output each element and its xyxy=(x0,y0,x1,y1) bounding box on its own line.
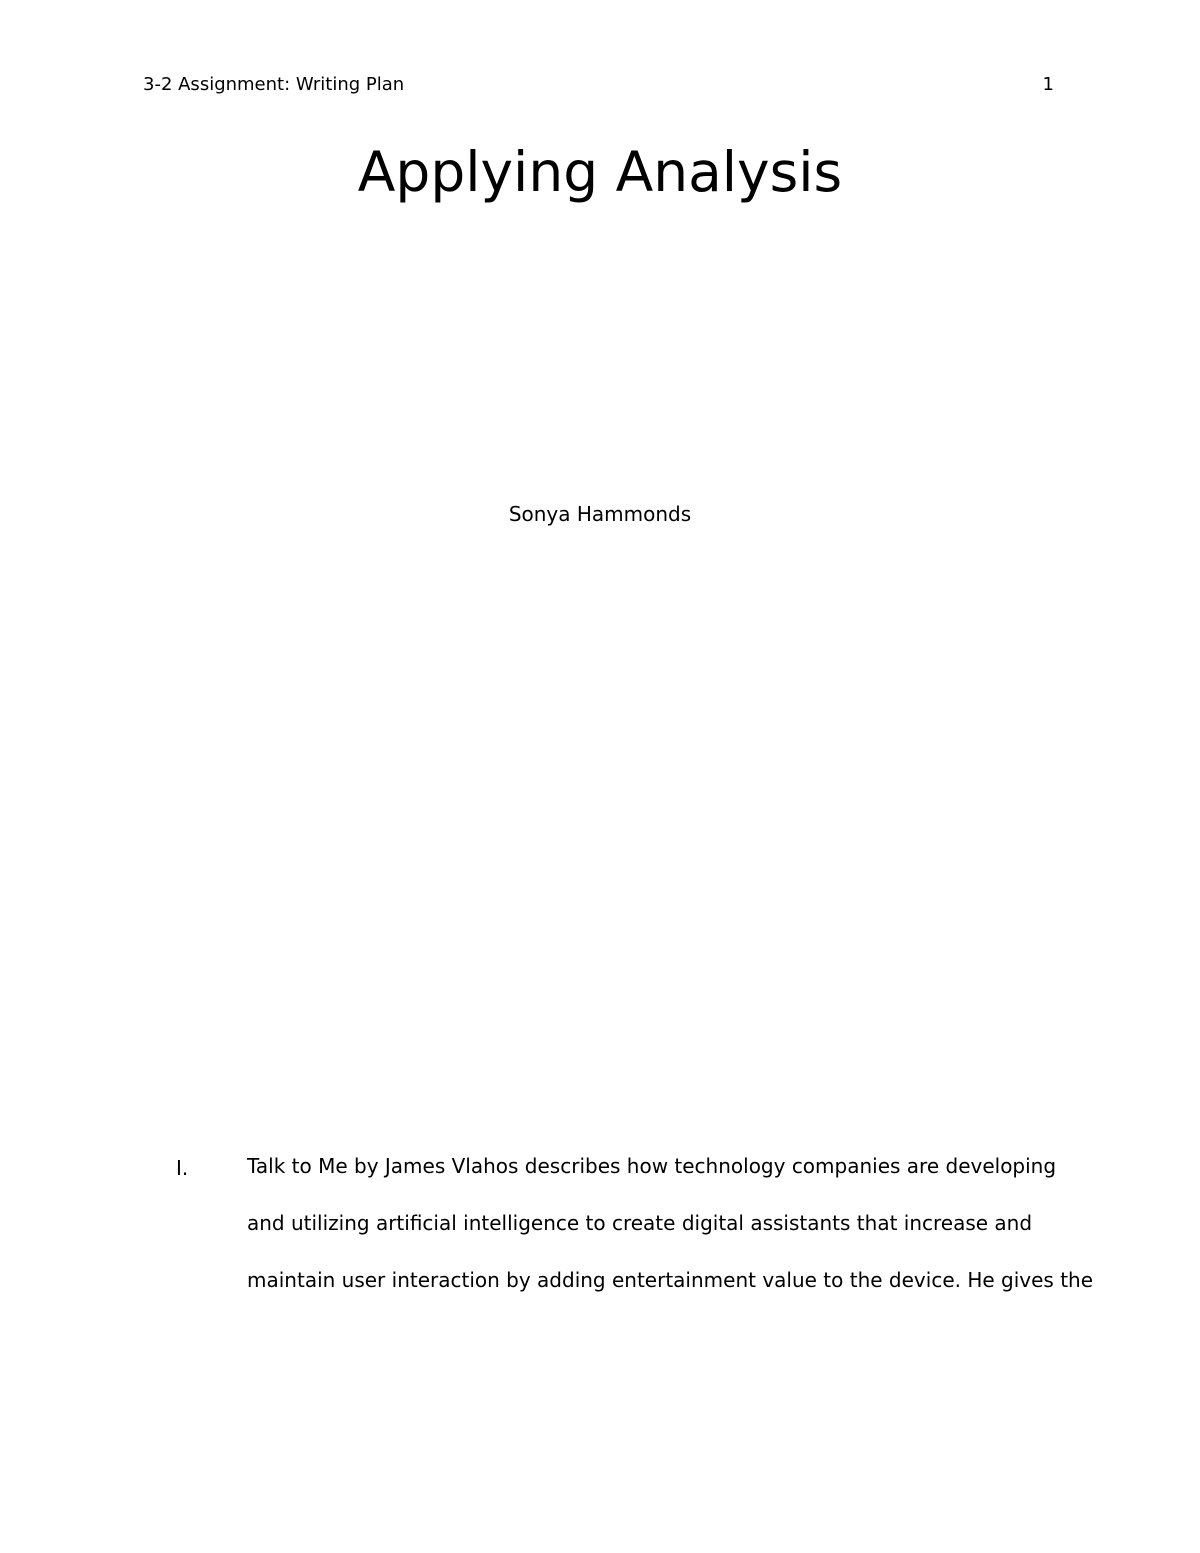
running-header-title: 3-2 Assignment: Writing Plan xyxy=(143,74,405,95)
document-title: Applying Analysis xyxy=(357,140,843,204)
outline-numeral: I. xyxy=(176,1156,189,1180)
outline-paragraph xyxy=(247,1138,1094,1309)
outline-line: and utilizing artificial intelligence to create digital assistants that increase and xyxy=(247,1211,1033,1235)
author-name: Sonya Hammonds xyxy=(508,502,692,526)
outline-line: Talk to Me by James Vlahos describes how technology companies are developing xyxy=(247,1154,1057,1178)
outline-line: maintain user interaction by adding entertainment value to the device. He gives the xyxy=(247,1268,1094,1292)
page-number: 1 xyxy=(1042,74,1054,95)
